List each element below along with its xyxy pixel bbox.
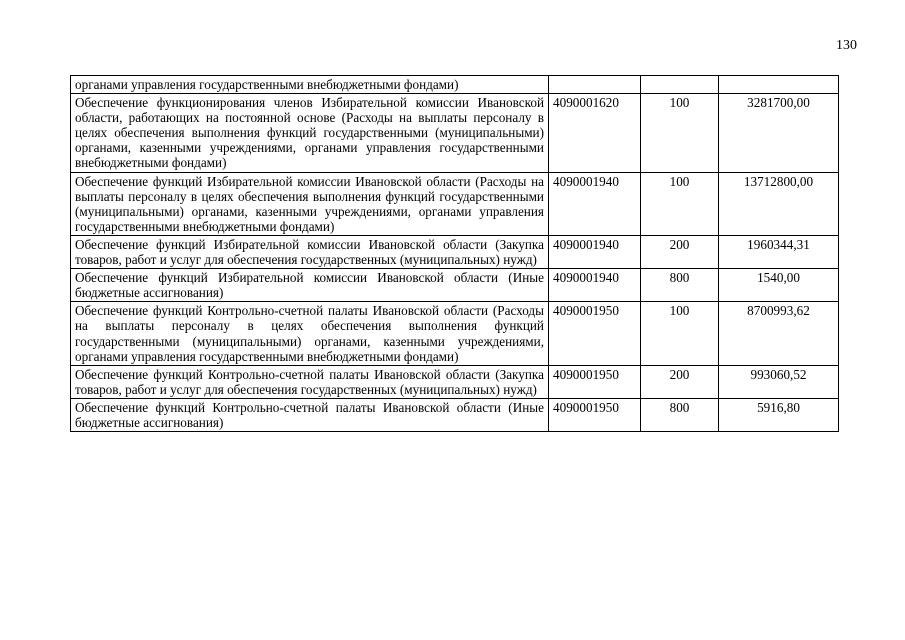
expense-type-code: 200 — [641, 235, 719, 268]
table-row — [71, 235, 839, 268]
amount-value: 993060,52 — [719, 365, 839, 398]
expense-description: органами управления государственными внебюджетными фондами) — [71, 76, 549, 94]
expense-description: Обеспечение функций Контрольно-счетной палаты Ивановской области (Закупка товаров, работ и услуг для обеспечения государственных (муниципальных) нужд) — [71, 365, 549, 398]
amount-value: 1960344,31 — [719, 235, 839, 268]
budget-table — [70, 75, 839, 432]
table-row — [71, 269, 839, 302]
target-article-code: 4090001940 — [549, 269, 641, 302]
expense-description: Обеспечение функций Контрольно-счетной палаты Ивановской области (Расходы на выплаты персоналу в целях обеспечения выполнения функций государственными (муниципальными) органами, казенными учреждениями, органами управления государственными внебюджетными фондами) — [71, 302, 549, 365]
expense-description: Обеспечение функций Избирательной комиссии Ивановской области (Расходы на выплаты персоналу в целях обеспечения выполнения функций государственными (муниципальными) органами, казенными учреждениями, органами управления государственными внебюджетными фондами) — [71, 172, 549, 235]
expense-description: Обеспечение функций Избирательной комиссии Ивановской области (Закупка товаров, работ и услуг для обеспечения государственных (муниципальных) нужд) — [71, 235, 549, 268]
target-article-code: 4090001940 — [549, 172, 641, 235]
target-article-code: 4090001950 — [549, 398, 641, 431]
expense-type-code: 800 — [641, 398, 719, 431]
amount-value: 13712800,00 — [719, 172, 839, 235]
table-row — [71, 398, 839, 431]
expense-type-code: 800 — [641, 269, 719, 302]
expense-description: Обеспечение функционирования членов Избирательной комиссии Ивановской области, работающих на постоянной основе (Расходы на выплаты персоналу в целях обеспечения выполнения функций государственными (муниципальными) органами, казенными учреждениями, органами управления государственными внебюджетными фондами) — [71, 94, 549, 172]
amount-value: 1540,00 — [719, 269, 839, 302]
amount-value: 3281700,00 — [719, 94, 839, 172]
table-row — [71, 94, 839, 172]
amount-value: 5916,80 — [719, 398, 839, 431]
target-article-code: 4090001950 — [549, 302, 641, 365]
table-row — [71, 302, 839, 365]
target-article-code: 4090001950 — [549, 365, 641, 398]
expense-type-code: 100 — [641, 94, 719, 172]
amount-value: 8700993,62 — [719, 302, 839, 365]
target-article-code — [549, 76, 641, 94]
page-number: 130 — [836, 38, 857, 53]
table-row — [71, 172, 839, 235]
expense-description: Обеспечение функций Избирательной комиссии Ивановской области (Иные бюджетные ассигнования) — [71, 269, 549, 302]
table-row — [71, 76, 839, 94]
expense-type-code: 200 — [641, 365, 719, 398]
expense-type-code: 100 — [641, 172, 719, 235]
expense-description: Обеспечение функций Контрольно-счетной палаты Ивановской области (Иные бюджетные ассигнования) — [71, 398, 549, 431]
expense-type-code: 100 — [641, 302, 719, 365]
target-article-code: 4090001940 — [549, 235, 641, 268]
target-article-code: 4090001620 — [549, 94, 641, 172]
amount-value — [719, 76, 839, 94]
table-row — [71, 365, 839, 398]
expense-type-code — [641, 76, 719, 94]
